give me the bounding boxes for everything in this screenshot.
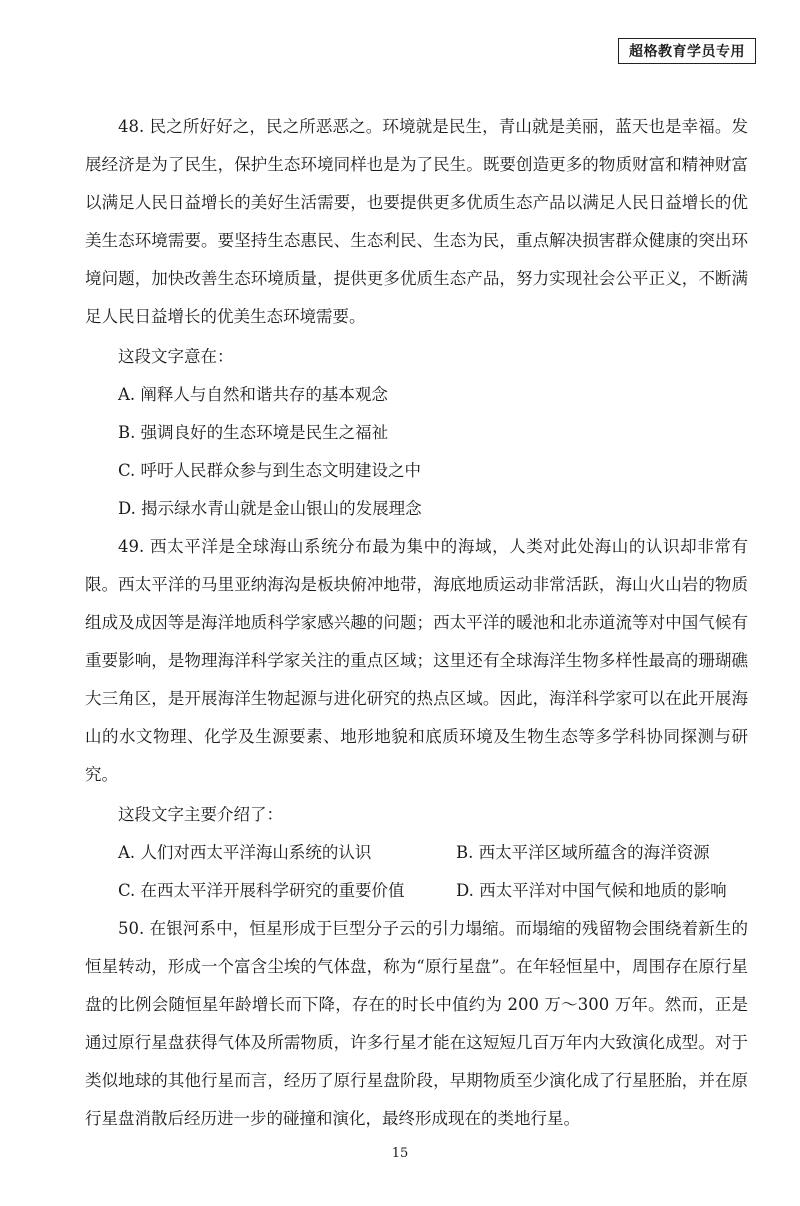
question-48-option-d: D. 揭示绿水青山就是金山银山的发展理念 (118, 499, 422, 518)
question-48-prompt: 这段文字意在： (118, 347, 234, 366)
question-49-option-d: D. 西太平洋对中国气候和地质的影响 (456, 881, 727, 900)
question-50-text: 50. 在银河系中，恒星形成于巨型分子云的引力塌缩。而塌缩的残留物会围绕着新生的恒星转动，形成一个富含尘埃的气体盘，称为“原行星盘”。在年轻恒星中，周围存在原行星盘的比例会随恒星年龄增长而下降，存在的时长中值约为 200 万～300 万年。然而，正是通过原行星盘获得气体及所需物质，许多行星才能在这短短几百万年内大致演化成型。对于类似地球的其他行星而言，经历了原行星盘阶段，早期物质至少演化成了行星胚胎，并在原行星盘消散后经历进一步的碰撞和演化，最终形成现在的类地行星。 (85, 919, 748, 1128)
question-49-prompt: 这段文字主要介绍了： (118, 805, 283, 824)
question-48-option-b: B. 强调良好的生态环境是民生之福祉 (118, 423, 389, 442)
question-49-option-b: B. 西太平洋区域所蕴含的海洋资源 (456, 843, 710, 862)
question-48-option-c: C. 呼吁人民群众参与到生态文明建设之中 (118, 461, 422, 480)
question-49-option-c: C. 在西太平洋开展科学研究的重要价值 (118, 881, 405, 900)
question-49-option-a: A. 人们对西太平洋海山系统的认识 (118, 843, 372, 862)
question-48-text: 48. 民之所好好之，民之所恶恶之。环境就是民生，青山就是美丽，蓝天也是幸福。发展经济是为了民生，保护生态环境同样也是为了民生。既要创造更多的物质财富和精神财富以满足人民日益增长的美好生活需要，也要提供更多优质生态产品以满足人民日益增长的优美生态环境需要。要坚持生态惠民、生态利民、生态为民，重点解决损害群众健康的突出环境问题，加快改善生态环境质量，提供更多优质生态产品，努力实现社会公平正义，不断满足人民日益增长的优美生态环境需要。 (85, 117, 748, 326)
question-49-options-row-2 (85, 872, 748, 910)
question-48-option-a: A. 阐释人与自然和谐共存的基本观念 (118, 385, 388, 404)
page-content (85, 108, 748, 1138)
question-49-options-row-1 (85, 834, 748, 872)
header-badge: 超格教育学员专用 (618, 38, 756, 64)
page-number: 15 (391, 1146, 409, 1161)
question-49-text: 49. 西太平洋是全球海山系统分布最为集中的海域，人类对此处海山的认识却非常有限。西太平洋的马里亚纳海沟是板块俯冲地带，海底地质运动非常活跃，海山火山岩的物质组成及成因等是海洋地质科学家感兴趣的问题；西太平洋的暖池和北赤道流等对中国气候有重要影响，是物理海洋科学家关注的重点区域；这里还有全球海洋生物多样性最高的珊瑚礁大三角区，是开展海洋生物起源与进化研究的热点区域。因此，海洋科学家可以在此开展海山的水文物理、化学及生源要素、地形地貌和底质环境及生物生态等多学科协同探测与研究。 (85, 537, 748, 784)
